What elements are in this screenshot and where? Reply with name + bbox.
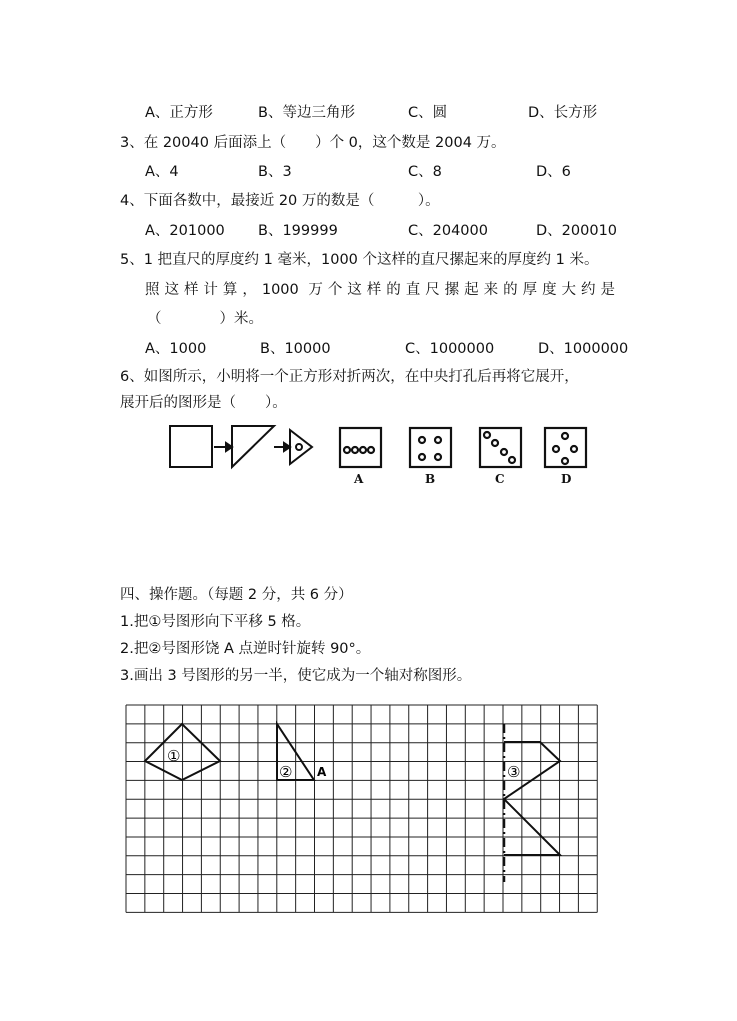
q5-option-d: D、1000000: [538, 341, 629, 357]
q4-stem: 4、下面各数中，最接近 20 万的数是（ ）。: [120, 193, 440, 209]
section-4-title: 四、操作题。（每题 2 分，共 6 分）: [120, 587, 353, 603]
q5-line-2: 照这样计算，1000 万个这样的直尺摞起来的厚度大约是: [145, 282, 615, 298]
q4-option-d: D、200010: [536, 223, 618, 239]
section-4-task-3: 3.画出 3 号图形的另一半，使它成为一个轴对称图形。: [120, 668, 472, 684]
choice-label-a: A: [354, 472, 364, 486]
choice-label-d: D: [561, 472, 572, 486]
q3-option-b: B、3: [258, 164, 292, 180]
shape-3-half: [504, 742, 560, 855]
q2-option-b: B、等边三角形: [258, 105, 355, 121]
q4-option-b: B、199999: [258, 223, 338, 239]
q3-option-a: A、4: [145, 164, 179, 180]
q2-option-d: D、长方形: [528, 105, 598, 121]
point-a-label: A: [317, 765, 327, 779]
q4-option-a: A、201000: [145, 223, 225, 239]
grid-lines: [126, 705, 597, 912]
q6-line-1: 6、如图所示，小明将一个正方形对折两次，在中央打孔后再将它展开，: [120, 369, 579, 385]
q5-option-c: C、1000000: [405, 341, 495, 357]
choice-label-c: C: [495, 472, 505, 486]
q2-option-a: A、正方形: [145, 105, 213, 121]
shape-3-label: ③: [507, 763, 521, 781]
q5-option-b: B、10000: [260, 341, 331, 357]
q3-option-d: D、6: [536, 164, 571, 180]
q2-option-c: C、圆: [408, 105, 448, 121]
section-4-task-1: 1.把①号图形向下平移 5 格。: [120, 614, 311, 630]
q5-line-3: （ ）米。: [147, 311, 263, 327]
q5-option-a: A、1000: [145, 341, 207, 357]
q5-line-1: 5、1 把直尺的厚度约 1 毫米，1000 个这样的直尺摞起来的厚度约 1 米。: [120, 252, 599, 268]
choice-label-b: B: [425, 472, 436, 486]
q4-option-c: C、204000: [408, 223, 488, 239]
shape-1-label: ①: [167, 747, 181, 765]
section-4-task-2: 2.把②号图形饶 A 点逆时针旋转 90°。: [120, 641, 371, 657]
q3-stem: 3、在 20040 后面添上（ ）个 0，这个数是 2004 万。: [120, 135, 506, 151]
q6-line-2: 展开后的图形是（ ）。: [120, 395, 287, 411]
q3-option-c: C、8: [408, 164, 442, 180]
shape-2-label: ②: [279, 763, 293, 781]
